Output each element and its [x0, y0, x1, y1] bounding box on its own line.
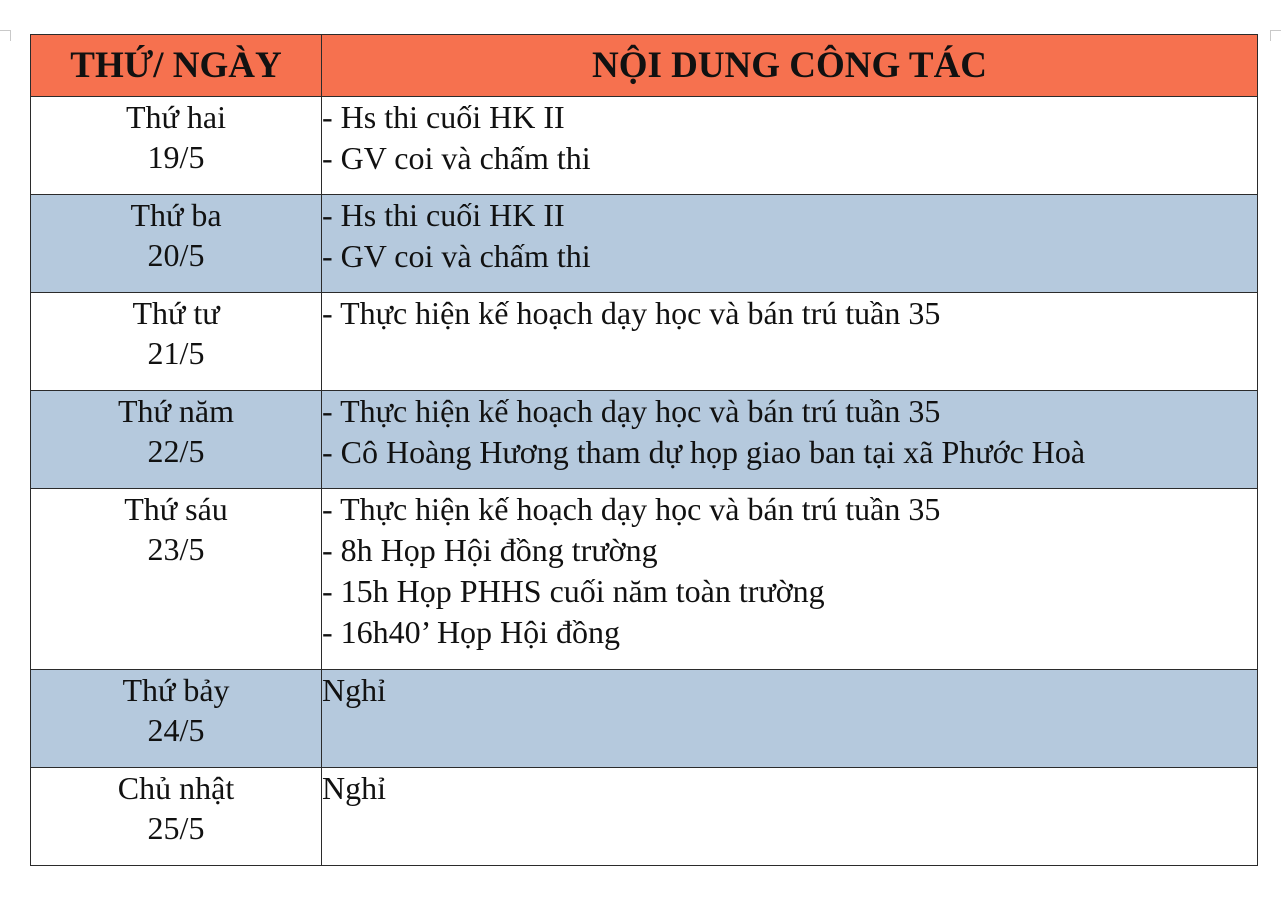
task-item: - Cô Hoàng Hương tham dự họp giao ban tại xã Phước Hoà — [322, 434, 1086, 470]
task-item: Nghỉ — [322, 770, 386, 806]
content-cell — [322, 768, 1258, 866]
task-item: - Thực hiện kế hoạch dạy học và bán trú tuần 35 — [322, 491, 941, 527]
table-header-row — [31, 35, 1258, 97]
day-cell — [31, 489, 322, 670]
day-cell — [31, 293, 322, 391]
weekly-schedule-table — [30, 34, 1258, 866]
content-cell — [322, 195, 1258, 293]
day-cell — [31, 670, 322, 768]
task-item: - Hs thi cuối HK II — [322, 197, 565, 233]
table-row — [31, 293, 1258, 391]
day-date: 20/5 — [147, 237, 205, 273]
table-row — [31, 768, 1258, 866]
task-item: - Thực hiện kế hoạch dạy học và bán trú tuần 35 — [322, 393, 941, 429]
task-item: - Thực hiện kế hoạch dạy học và bán trú tuần 35 — [322, 295, 941, 331]
page-corner-mark-right — [1270, 30, 1281, 41]
day-name: Thứ tư — [132, 295, 220, 331]
day-name: Thứ ba — [130, 197, 222, 233]
task-list — [322, 195, 1257, 277]
task-item: - Hs thi cuối HK II — [322, 99, 565, 135]
table-row — [31, 391, 1258, 489]
day-name: Thứ năm — [118, 393, 234, 429]
table-row — [31, 670, 1258, 768]
day-cell — [31, 97, 322, 195]
day-date: 25/5 — [147, 810, 205, 846]
task-list — [322, 670, 1257, 711]
day-date: 23/5 — [147, 531, 205, 567]
header-day-column: THỨ/ NGÀY — [31, 35, 322, 97]
content-cell — [322, 391, 1258, 489]
content-cell — [322, 293, 1258, 391]
day-name: Chủ nhật — [117, 770, 235, 806]
content-cell — [322, 489, 1258, 670]
task-item: - GV coi và chấm thi — [322, 238, 591, 274]
table-row — [31, 489, 1258, 670]
task-item: - GV coi và chấm thi — [322, 140, 591, 176]
task-item: - 15h Họp PHHS cuối năm toàn trường — [322, 573, 825, 609]
day-cell — [31, 768, 322, 866]
day-name: Thứ hai — [126, 99, 226, 135]
day-date: 19/5 — [147, 139, 205, 175]
table-row — [31, 195, 1258, 293]
day-cell — [31, 391, 322, 489]
content-cell — [322, 670, 1258, 768]
day-name: Thứ sáu — [124, 491, 228, 527]
day-date: 22/5 — [147, 433, 205, 469]
day-date: 21/5 — [147, 335, 205, 371]
day-name: Thứ bảy — [122, 672, 230, 708]
task-item: - 16h40’ Họp Hội đồng — [322, 614, 621, 650]
task-item: - 8h Họp Hội đồng trường — [322, 532, 658, 568]
task-list — [322, 293, 1257, 334]
day-date: 24/5 — [147, 712, 205, 748]
task-list — [322, 97, 1257, 179]
page-corner-mark-left — [0, 30, 11, 41]
task-item: Nghỉ — [322, 672, 386, 708]
table-row — [31, 97, 1258, 195]
task-list — [322, 768, 1257, 809]
day-cell — [31, 195, 322, 293]
content-cell — [322, 97, 1258, 195]
task-list — [322, 489, 1257, 653]
header-content-column: NỘI DUNG CÔNG TÁC — [322, 35, 1258, 97]
task-list — [322, 391, 1257, 473]
